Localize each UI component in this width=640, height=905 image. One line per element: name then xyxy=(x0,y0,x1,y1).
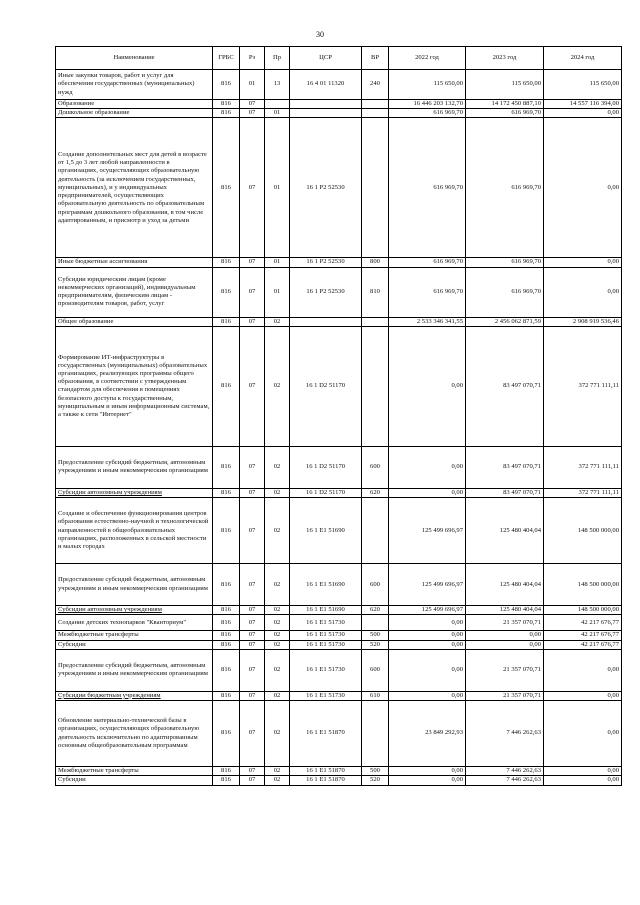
row-value-2022: 0,00 xyxy=(389,488,466,497)
row-name: Иные бюджетные ассигнования xyxy=(56,258,213,267)
row-grbs: 816 xyxy=(213,446,240,488)
row-name: Формирование ИТ-инфраструктуры в государственных (муниципальных) образовательных организациях, реализующих программы общего образования, в соответствии с утвержденным стандартом для обеспечения в помещениях безопасного доступа к государственным, муниципальным и иным информационным системам, а также к сети "Интернет" xyxy=(56,326,213,446)
row-name: Предоставление субсидий бюджетным, автономным учреждениям и иным некоммерческим организациям xyxy=(56,649,213,691)
row-value-2022: 0,00 xyxy=(389,767,466,776)
row-value-2023: 21 357 070,71 xyxy=(466,691,544,700)
row-csr: 16 1 E1 51690 xyxy=(290,564,362,606)
row-value-2022: 125 499 696,97 xyxy=(389,498,466,564)
row-rz: 07 xyxy=(240,640,265,649)
row-grbs: 816 xyxy=(213,564,240,606)
row-csr: 16 1 E1 51690 xyxy=(290,498,362,564)
row-value-2023: 616 969,70 xyxy=(466,118,544,258)
row-vr: 520 xyxy=(362,776,389,785)
row-name: Субсидии xyxy=(56,776,213,785)
row-csr: 16 1 D2 51170 xyxy=(290,326,362,446)
table-row xyxy=(56,564,622,606)
row-pr: 01 xyxy=(265,109,290,118)
row-vr: 800 xyxy=(362,258,389,267)
row-rz: 01 xyxy=(240,70,265,100)
row-pr: 02 xyxy=(265,631,290,640)
header-2024: 2024 год xyxy=(544,47,622,70)
row-grbs: 816 xyxy=(213,640,240,649)
row-vr: 500 xyxy=(362,631,389,640)
row-value-2022: 0,00 xyxy=(389,640,466,649)
row-pr: 01 xyxy=(265,258,290,267)
row-vr xyxy=(362,118,389,258)
row-value-2024: 42 217 676,77 xyxy=(544,615,622,631)
row-csr: 16 1 E1 51730 xyxy=(290,640,362,649)
row-value-2022: 616 969,70 xyxy=(389,267,466,317)
row-grbs: 816 xyxy=(213,691,240,700)
row-value-2023: 83 497 070,71 xyxy=(466,488,544,497)
row-value-2024: 0,00 xyxy=(544,691,622,700)
row-pr: 02 xyxy=(265,564,290,606)
row-name: Субсидии бюджетным учреждениям xyxy=(56,691,213,700)
row-pr: 02 xyxy=(265,606,290,615)
row-value-2024: 372 771 111,11 xyxy=(544,488,622,497)
row-value-2022: 115 650,00 xyxy=(389,70,466,100)
row-pr: 02 xyxy=(265,776,290,785)
row-value-2023: 125 480 404,04 xyxy=(466,498,544,564)
row-value-2023: 616 969,70 xyxy=(466,109,544,118)
row-grbs: 816 xyxy=(213,267,240,317)
row-csr: 16 1 D2 51170 xyxy=(290,446,362,488)
row-pr: 02 xyxy=(265,615,290,631)
table-row xyxy=(56,317,622,326)
row-value-2022: 616 969,70 xyxy=(389,109,466,118)
row-csr: 16 1 E1 51870 xyxy=(290,776,362,785)
row-name: Субсидии юридическим лицам (кроме некоммерческих организаций), индивидуальным предпринимателям, физическим лицам - производителям товаров, работ, услуг xyxy=(56,267,213,317)
row-vr: 600 xyxy=(362,564,389,606)
row-name: Предоставление субсидий бюджетным, автономным учреждениям и иным некоммерческим организациям xyxy=(56,446,213,488)
row-value-2022: 0,00 xyxy=(389,691,466,700)
row-csr: 16 1 E1 51870 xyxy=(290,701,362,767)
row-rz: 07 xyxy=(240,631,265,640)
row-value-2023: 616 969,70 xyxy=(466,267,544,317)
table-row xyxy=(56,498,622,564)
row-value-2024: 148 500 000,00 xyxy=(544,606,622,615)
table-row xyxy=(56,640,622,649)
row-value-2024: 0,00 xyxy=(544,776,622,785)
table-row xyxy=(56,776,622,785)
row-value-2024: 148 500 000,00 xyxy=(544,564,622,606)
row-vr: 520 xyxy=(362,640,389,649)
row-rz: 07 xyxy=(240,118,265,258)
row-value-2024: 42 217 676,77 xyxy=(544,631,622,640)
row-vr xyxy=(362,615,389,631)
row-pr: 02 xyxy=(265,317,290,326)
row-rz: 07 xyxy=(240,776,265,785)
table-row xyxy=(56,767,622,776)
row-value-2024: 0,00 xyxy=(544,118,622,258)
row-value-2022: 23 849 292,93 xyxy=(389,701,466,767)
row-value-2023: 83 497 070,71 xyxy=(466,326,544,446)
row-value-2024: 0,00 xyxy=(544,267,622,317)
table-header-row xyxy=(56,47,622,70)
row-pr: 02 xyxy=(265,488,290,497)
row-value-2024: 0,00 xyxy=(544,649,622,691)
row-name: Иные закупки товаров, работ и услуг для обеспечения государственных (муниципальных) нужд xyxy=(56,70,213,100)
row-value-2022: 0,00 xyxy=(389,631,466,640)
row-name: Субсидии xyxy=(56,640,213,649)
row-value-2023: 21 357 070,71 xyxy=(466,649,544,691)
row-csr: 16 1 E1 51870 xyxy=(290,767,362,776)
row-vr xyxy=(362,100,389,109)
row-csr: 16 1 E1 51730 xyxy=(290,691,362,700)
row-csr xyxy=(290,317,362,326)
row-rz: 07 xyxy=(240,767,265,776)
row-pr: 01 xyxy=(265,118,290,258)
row-value-2023: 2 456 062 871,59 xyxy=(466,317,544,326)
row-grbs: 816 xyxy=(213,118,240,258)
row-name: Общее образование xyxy=(56,317,213,326)
row-name: Создание детских технопарков "Кванториум" xyxy=(56,615,213,631)
row-value-2023: 21 357 070,71 xyxy=(466,615,544,631)
row-value-2022: 616 969,70 xyxy=(389,258,466,267)
row-name: Субсидии автономным учреждениям xyxy=(56,606,213,615)
row-name: Субсидии автономным учреждениям xyxy=(56,488,213,497)
row-name: Обновление материально-технической базы в организациях, осуществляющих образовательную деятельность исключительно по адаптированным основным общеобразовательным программам xyxy=(56,701,213,767)
row-name: Межбюджетные трансферты xyxy=(56,631,213,640)
row-vr: 600 xyxy=(362,649,389,691)
row-vr: 620 xyxy=(362,488,389,497)
header-vr: ВР xyxy=(362,47,389,70)
row-value-2024: 148 500 000,00 xyxy=(544,498,622,564)
row-csr xyxy=(290,100,362,109)
table-row xyxy=(56,615,622,631)
row-pr: 02 xyxy=(265,767,290,776)
row-value-2022: 616 969,70 xyxy=(389,118,466,258)
row-grbs: 816 xyxy=(213,70,240,100)
row-grbs: 816 xyxy=(213,776,240,785)
row-name: Дошкольное образование xyxy=(56,109,213,118)
row-pr: 02 xyxy=(265,691,290,700)
row-value-2022: 0,00 xyxy=(389,326,466,446)
table-row xyxy=(56,70,622,100)
row-rz: 07 xyxy=(240,326,265,446)
row-value-2024: 0,00 xyxy=(544,701,622,767)
row-grbs: 816 xyxy=(213,258,240,267)
row-rz: 07 xyxy=(240,615,265,631)
row-vr: 610 xyxy=(362,691,389,700)
row-rz: 07 xyxy=(240,488,265,497)
table-row xyxy=(56,446,622,488)
page-number: 30 xyxy=(316,30,324,39)
row-vr: 620 xyxy=(362,606,389,615)
row-grbs: 816 xyxy=(213,498,240,564)
row-value-2023: 115 650,00 xyxy=(466,70,544,100)
row-value-2024: 42 217 676,77 xyxy=(544,640,622,649)
row-rz: 07 xyxy=(240,691,265,700)
row-rz: 07 xyxy=(240,649,265,691)
row-csr: 16 1 E1 51730 xyxy=(290,631,362,640)
row-value-2023: 125 480 404,04 xyxy=(466,564,544,606)
row-pr: 02 xyxy=(265,446,290,488)
row-grbs: 816 xyxy=(213,100,240,109)
row-pr: 02 xyxy=(265,326,290,446)
row-pr xyxy=(265,100,290,109)
table-row xyxy=(56,701,622,767)
row-pr: 02 xyxy=(265,498,290,564)
row-grbs: 816 xyxy=(213,326,240,446)
row-rz: 07 xyxy=(240,267,265,317)
row-rz: 07 xyxy=(240,498,265,564)
row-value-2023: 0,00 xyxy=(466,631,544,640)
row-csr: 16 1 E1 51730 xyxy=(290,649,362,691)
header-pr: Пр xyxy=(265,47,290,70)
table-row xyxy=(56,118,622,258)
row-value-2023: 14 172 450 887,10 xyxy=(466,100,544,109)
row-vr xyxy=(362,109,389,118)
row-value-2023: 616 969,70 xyxy=(466,258,544,267)
header-rz: Рз xyxy=(240,47,265,70)
row-name: Предоставление субсидий бюджетным, автономным учреждениям и иным некоммерческим организациям xyxy=(56,564,213,606)
row-rz: 07 xyxy=(240,606,265,615)
row-pr: 02 xyxy=(265,640,290,649)
row-rz: 07 xyxy=(240,100,265,109)
row-value-2024: 115 650,00 xyxy=(544,70,622,100)
row-csr: 16 1 D2 51170 xyxy=(290,488,362,497)
row-vr: 600 xyxy=(362,446,389,488)
row-grbs: 816 xyxy=(213,109,240,118)
table-body xyxy=(56,70,622,786)
row-pr: 01 xyxy=(265,267,290,317)
table-row xyxy=(56,488,622,497)
row-value-2024: 14 557 116 394,00 xyxy=(544,100,622,109)
row-grbs: 816 xyxy=(213,649,240,691)
row-vr xyxy=(362,317,389,326)
row-value-2022: 0,00 xyxy=(389,649,466,691)
row-pr: 02 xyxy=(265,649,290,691)
row-grbs: 816 xyxy=(213,317,240,326)
row-vr: 810 xyxy=(362,267,389,317)
row-value-2022: 0,00 xyxy=(389,776,466,785)
row-name: Образование xyxy=(56,100,213,109)
header-2023: 2023 год xyxy=(466,47,544,70)
row-pr: 02 xyxy=(265,701,290,767)
row-vr xyxy=(362,326,389,446)
row-rz: 07 xyxy=(240,701,265,767)
row-name: Межбюджетные трансферты xyxy=(56,767,213,776)
row-value-2022: 0,00 xyxy=(389,615,466,631)
row-csr: 16 1 E1 51730 xyxy=(290,615,362,631)
row-csr xyxy=(290,109,362,118)
row-value-2022: 2 533 346 341,55 xyxy=(389,317,466,326)
row-csr: 16 4 01 11320 xyxy=(290,70,362,100)
row-value-2023: 7 446 262,63 xyxy=(466,701,544,767)
row-value-2024: 2 908 919 536,46 xyxy=(544,317,622,326)
row-value-2022: 125 499 696,97 xyxy=(389,606,466,615)
row-rz: 07 xyxy=(240,109,265,118)
table-row xyxy=(56,109,622,118)
table-row xyxy=(56,631,622,640)
table-row xyxy=(56,649,622,691)
table-row xyxy=(56,267,622,317)
row-rz: 07 xyxy=(240,317,265,326)
row-csr: 16 1 Р2 52530 xyxy=(290,118,362,258)
header-name: Наименование xyxy=(56,47,213,70)
header-grbs: ГРБС xyxy=(213,47,240,70)
table-row xyxy=(56,326,622,446)
row-rz: 07 xyxy=(240,564,265,606)
row-vr: 240 xyxy=(362,70,389,100)
row-vr xyxy=(362,701,389,767)
row-value-2024: 372 771 111,11 xyxy=(544,326,622,446)
row-name: Создание и обеспечение функционирования центров образования естественно-научной и технологической направленностей в общеобразовательных организациях, расположенных в сельской местности и малых городах xyxy=(56,498,213,564)
table-row xyxy=(56,606,622,615)
row-value-2023: 7 446 262,63 xyxy=(466,767,544,776)
row-pr: 13 xyxy=(265,70,290,100)
row-csr: 16 1 E1 51690 xyxy=(290,606,362,615)
row-value-2024: 0,00 xyxy=(544,767,622,776)
row-csr: 16 1 Р2 52530 xyxy=(290,258,362,267)
row-value-2024: 0,00 xyxy=(544,109,622,118)
row-value-2022: 0,00 xyxy=(389,446,466,488)
row-value-2023: 125 480 404,04 xyxy=(466,606,544,615)
row-grbs: 816 xyxy=(213,615,240,631)
row-grbs: 816 xyxy=(213,767,240,776)
row-value-2023: 83 497 070,71 xyxy=(466,446,544,488)
row-value-2023: 0,00 xyxy=(466,640,544,649)
header-csr: ЦСР xyxy=(290,47,362,70)
table-row xyxy=(56,691,622,700)
row-csr: 16 1 Р2 52530 xyxy=(290,267,362,317)
row-rz: 07 xyxy=(240,258,265,267)
row-name: Создание дополнительных мест для детей в возрасте от 1,5 до 3 лет любой направленности в организациях, осуществляющих образовательную деятельность (за исключением государственных, муниципальных), и у индивидуальных предпринимателей, осуществляющих образовательную деятельность по образовательным программам дошкольного образования, в том числе адаптированным, и присмотр и уход за детьми xyxy=(56,118,213,258)
table-row xyxy=(56,258,622,267)
row-value-2024: 0,00 xyxy=(544,258,622,267)
row-grbs: 816 xyxy=(213,701,240,767)
row-grbs: 816 xyxy=(213,631,240,640)
row-grbs: 816 xyxy=(213,606,240,615)
row-rz: 07 xyxy=(240,446,265,488)
budget-table xyxy=(55,46,622,786)
row-vr: 500 xyxy=(362,767,389,776)
row-value-2022: 125 499 696,97 xyxy=(389,564,466,606)
header-2022: 2022 год xyxy=(389,47,466,70)
row-value-2022: 16 446 203 132,70 xyxy=(389,100,466,109)
row-grbs: 816 xyxy=(213,488,240,497)
row-value-2024: 372 771 111,11 xyxy=(544,446,622,488)
table-row xyxy=(56,100,622,109)
row-vr xyxy=(362,498,389,564)
row-value-2023: 7 446 262,63 xyxy=(466,776,544,785)
